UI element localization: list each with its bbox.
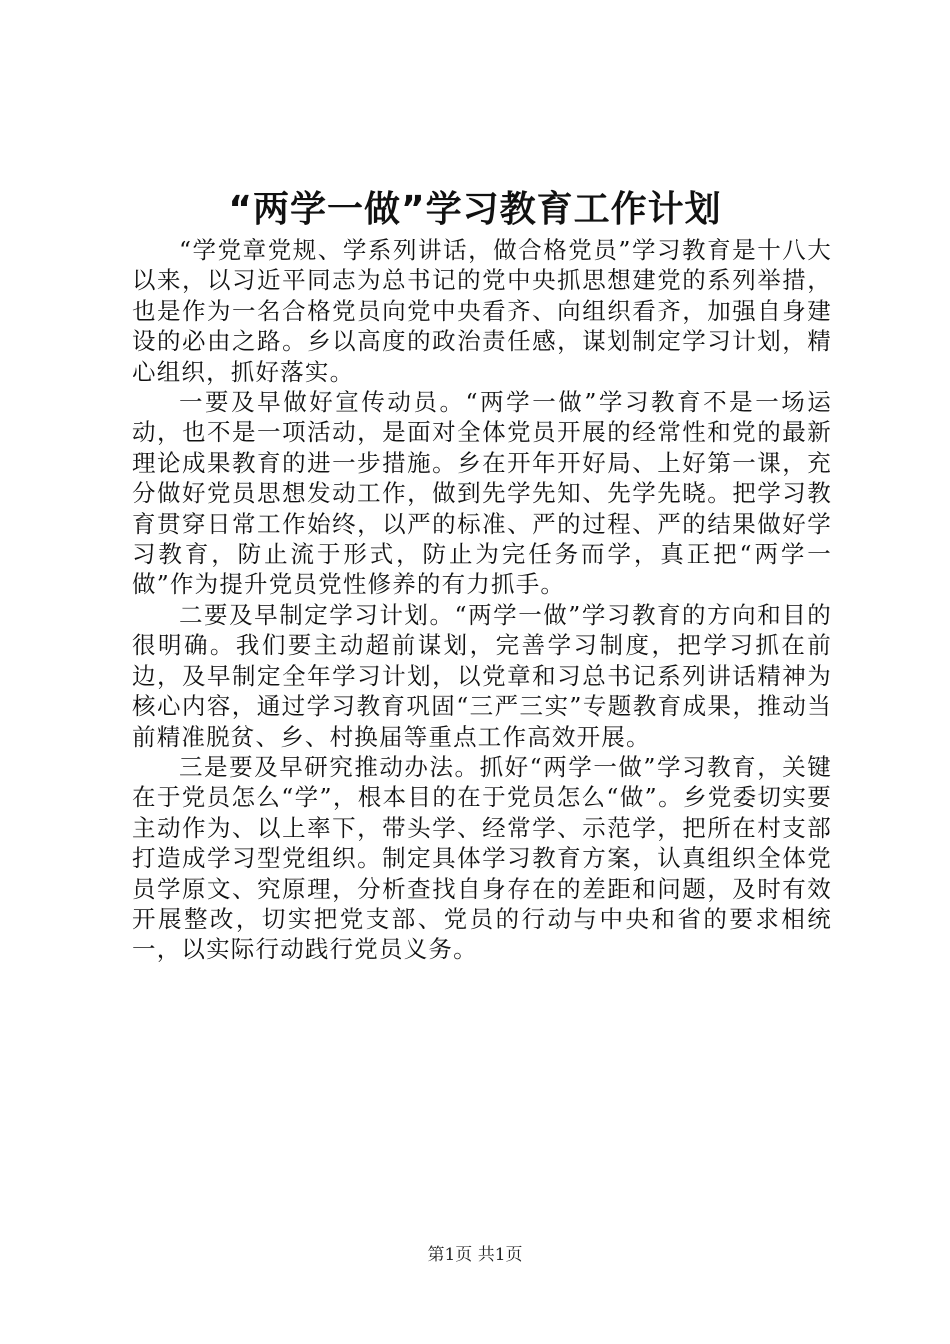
paragraph-study-plan: 二要及早制定学习计划。“两学一做”学习教育的方向和目的很明确。我们要主动超前谋划，完善学习制度，把学习抓在前边，及早制定全年学习计划，以党章和习总书记系列讲话精神为核心内容，通过学习教育巩固“三严三实”专题教育成果，推动当前精准脱贫、乡、村换届等重点工作高效开展。 <box>132 600 832 751</box>
document-title: “两学一做”学习教育工作计划 <box>228 189 722 230</box>
paragraph-intro: “学党章党规、学系列讲话，做合格党员”学习教育是十八大以来，以习近平同志为总书记的党中央抓思想建党的系列举措，也是作为一名合格党员向党中央看齐、向组织看齐，加强自身建设的必由之路。乡以高度的政治责任感，谋划制定学习计划，精心组织，抓好落实。 <box>132 236 832 386</box>
paragraph-methods: 三是要及早研究推动办法。抓好“两学一做”学习教育，关键在于党员怎么“学”，根本目的在于党员怎么“做”。乡党委切实要主动作为、以上率下，带头学、经常学、示范学，把所在村支部打造成学习型党组织。制定具体学习教育方案，认真组织全体党员学原文、究原理，分析查找自身存在的差距和问题，及时有效开展整改，切实把党支部、党员的行动与中央和省的要求相统一，以实际行动践行党员义务。 <box>132 752 832 964</box>
page-number-footer: 第1页 共1页 <box>427 1245 523 1265</box>
document-body <box>132 235 832 965</box>
paragraph-publicity: 一要及早做好宣传动员。“两学一做”学习教育不是一场运动，也不是一项活动，是面对全体党员开展的经常性和党的最新理论成果教育的进一步措施。乡在开年开好局、上好第一课，充分做好党员思想发动工作，做到先学先知、先学先晓。把学习教育贯穿日常工作始终，以严的标准、严的过程、严的结果做好学习教育，防止流于形式，防止为完任务而学，真正把“两学一做”作为提升党员党性修养的有力抓手。 <box>132 388 832 599</box>
